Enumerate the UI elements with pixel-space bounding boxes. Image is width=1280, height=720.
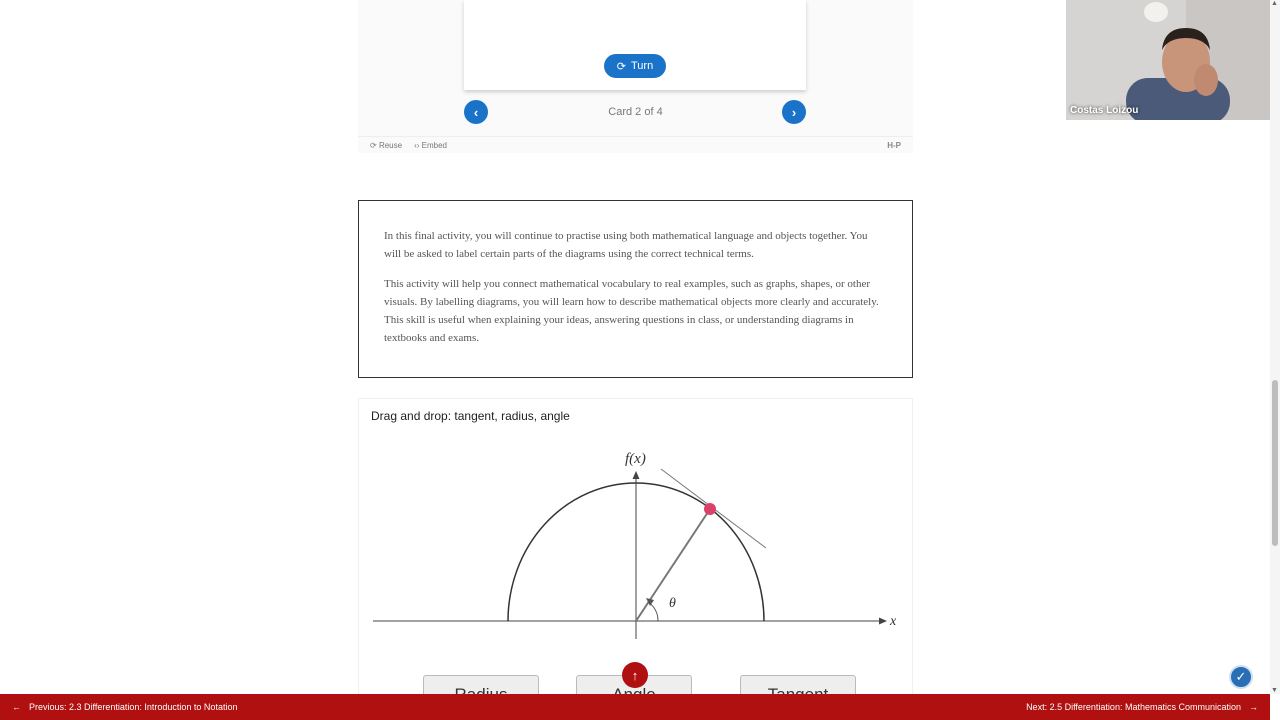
page-scrollbar[interactable] xyxy=(1270,0,1280,694)
reuse-label: Reuse xyxy=(378,140,403,150)
angle-label: θ xyxy=(669,596,676,611)
participant-name: Costas Loizou xyxy=(1070,105,1139,116)
arrow-right-icon: → xyxy=(1249,702,1258,712)
embed-button[interactable] xyxy=(414,141,447,150)
intro-paragraph-1: In this final activity, you will continue to practise using both mathematical language and objects together. You will be asked to label certain parts of the diagrams using the correct technical terms. xyxy=(384,230,868,260)
chevron-right-icon: › xyxy=(791,104,797,120)
refresh-icon: ⟳ xyxy=(616,60,626,73)
reuse-icon: ⟳ xyxy=(370,140,377,150)
caret-down-icon[interactable]: ▼ xyxy=(1271,687,1278,694)
reuse-button[interactable] xyxy=(370,141,402,150)
y-axis-label: f(x) xyxy=(625,451,646,467)
x-axis-label: x xyxy=(890,614,897,629)
intro-paragraph-2: This activity will help you connect mathematical vocabulary to real examples, such as graphs, shapes, or other visuals. By labelling diagrams, you will learn how to describe mathematical objects more clearly and accurately. This skill is useful when explaining your ideas, answering questions in class, or understanding diagrams in textbooks and exams. xyxy=(384,278,879,344)
flashcard xyxy=(464,0,806,90)
flashcard-footer xyxy=(358,136,913,153)
circle-diagram xyxy=(359,399,914,699)
scroll-to-top-button[interactable] xyxy=(622,662,648,688)
h5p-logo[interactable]: H-P xyxy=(887,140,901,150)
y-axis-arrow xyxy=(633,471,640,479)
flashcard-widget xyxy=(358,0,913,153)
turn-button[interactable] xyxy=(604,54,666,78)
next-card-button[interactable] xyxy=(782,100,806,124)
checkmark-icon[interactable]: ✓ xyxy=(1229,665,1253,689)
next-page-link[interactable] xyxy=(1026,702,1258,712)
bottom-navigation xyxy=(0,694,1270,720)
video-tile xyxy=(1066,0,1280,120)
arrow-left-icon: ← xyxy=(12,702,21,712)
turn-label: Turn xyxy=(631,60,654,72)
participant-video xyxy=(1066,0,1280,120)
x-axis-arrow xyxy=(879,618,887,625)
drag-drop-title: Drag and drop: tangent, radius, angle xyxy=(371,409,570,423)
card-counter: Card 2 of 4 xyxy=(608,106,663,118)
previous-page-label: Previous: 2.3 Differentiation: Introduction to Notation xyxy=(29,702,238,712)
chevron-left-icon: ‹ xyxy=(473,104,479,120)
next-page-label: Next: 2.5 Differentiation: Mathematics Communication xyxy=(1026,702,1241,712)
scrollbar-thumb[interactable] xyxy=(1272,380,1278,546)
embed-label: Embed xyxy=(421,140,447,150)
tangent-point xyxy=(704,503,716,515)
caret-up-icon[interactable]: ▲ xyxy=(1271,0,1278,7)
code-icon: ‹› xyxy=(414,140,420,150)
previous-page-link[interactable] xyxy=(12,702,237,712)
drag-drop-activity xyxy=(358,398,913,698)
arrow-up-icon: ↑ xyxy=(631,667,639,683)
activity-intro xyxy=(358,200,913,378)
